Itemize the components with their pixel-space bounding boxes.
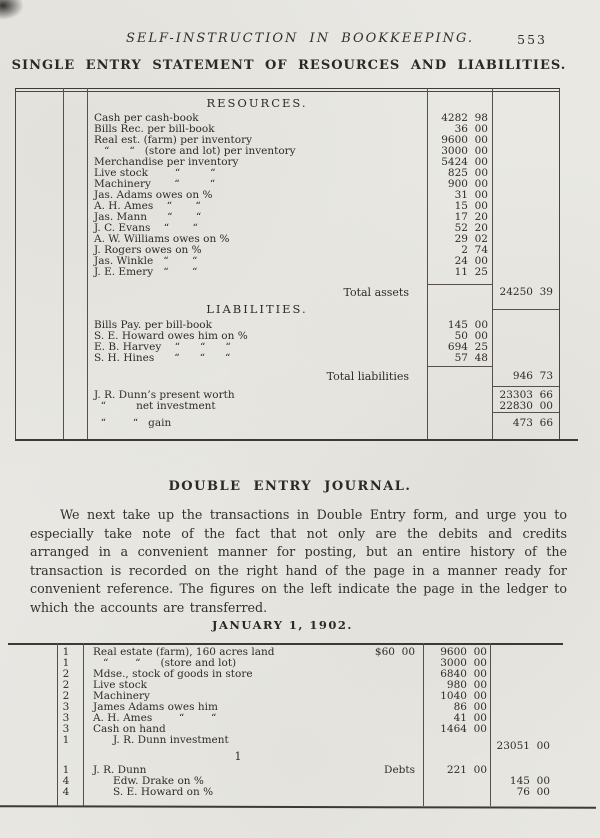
total-liabilities-amount: 946 73	[512, 370, 553, 382]
worth-row	[16, 401, 559, 412]
ledger-page-cell: 1	[62, 646, 70, 658]
row-amount: 15 00	[454, 200, 488, 212]
row-label: Jas. Winkle “ “	[94, 255, 198, 267]
row-label: Mdse., stock of goods in store	[93, 668, 253, 680]
scan-smudge	[0, 0, 24, 20]
row-label: Machinery	[93, 690, 150, 702]
row-amount: 980 00	[446, 679, 487, 691]
worth-row	[16, 418, 559, 429]
row-label: J. E. Emery “ “	[94, 266, 198, 278]
row-total: 23051 00	[496, 740, 550, 752]
row-amount: 694 25	[447, 341, 488, 353]
row-total: 22830 00	[499, 400, 553, 412]
row-label: J. R. Dunn investment	[93, 734, 229, 746]
row-label: S. H. Hines “ “ “	[94, 352, 231, 364]
ledger-page-cell: 1	[62, 734, 70, 746]
ledger-page-cell: 1	[62, 764, 70, 776]
amount-column-rule	[427, 284, 492, 285]
row-amount: 31 00	[454, 189, 488, 201]
row-note: Debts	[384, 764, 415, 776]
row-amount: 9600 00	[441, 134, 488, 146]
row-label: Edw. Drake on %	[93, 775, 204, 787]
row-total: 76 00	[516, 786, 550, 798]
journal-top-rule	[8, 643, 563, 645]
liabilities-heading: LIABILITIES.	[206, 302, 308, 316]
row-label: Cash per cash-book	[94, 112, 199, 124]
row-label: Live stock	[93, 679, 147, 691]
row-label: J. R. Dunn’s present worth	[94, 389, 235, 401]
row-label: Cash on hand	[93, 723, 166, 735]
statement-row	[16, 267, 559, 278]
total-liabilities-row	[16, 371, 559, 382]
row-amount: 50 00	[454, 330, 488, 342]
row-amount: 9600 00	[440, 646, 487, 658]
running-header: SELF-INSTRUCTION IN BOOKKEEPING.	[125, 31, 475, 46]
statement-title: SINGLE ENTRY STATEMENT OF RESOURCES AND LIABILITIES.	[11, 58, 567, 73]
row-amount: 900 00	[447, 178, 488, 190]
total-column-rule	[492, 412, 559, 413]
ledger-page-cell: 3	[62, 701, 70, 713]
row-amount: 29 02	[454, 233, 488, 245]
row-amount: 17 20	[454, 211, 488, 223]
row-label: Live stock “ “	[94, 167, 216, 179]
row-amount: 1040 00	[440, 690, 487, 702]
ledger-page-cell: 3	[62, 723, 70, 735]
row-amount: 24 00	[454, 255, 488, 267]
row-amount: 11 25	[454, 266, 488, 278]
row-label: S. E. Howard on %	[93, 786, 214, 798]
total-column-rule	[492, 309, 559, 310]
journal-row	[8, 724, 557, 735]
row-label: Machinery “ “	[94, 178, 216, 190]
row-label: “ “ (store and lot)	[93, 657, 237, 669]
row-label: J. R. Dunn	[93, 764, 147, 776]
row-label: J. Rogers owes on %	[94, 244, 202, 256]
resources-heading: RESOURCES.	[206, 96, 308, 110]
total-assets-row	[16, 287, 559, 298]
row-total: 23303 66	[499, 389, 553, 401]
row-label: Bills Pay. per bill-book	[94, 319, 212, 331]
journal-intro: We next take up the transactions in Double Entry form, and urge you to especially take note of the fact that not only are the debits and credits arranged in a convenient manner for posting, but an entire history of the transaction is recorded on the right hand of the page in a manner ready for convenient reference. The figures on the left indicate the page in the ledger to which the accounts are transferred.	[30, 507, 567, 615]
ledger-page-cell: 4	[62, 786, 70, 798]
amount-column-rule	[427, 366, 492, 367]
row-amount: 3000 00	[440, 657, 487, 669]
row-amount: 4282 98	[441, 112, 488, 124]
page-number: 553	[517, 32, 547, 47]
table-bottom-rule	[15, 439, 578, 441]
row-label: Jas. Mann “ “	[94, 211, 202, 223]
row-amount: 86 00	[453, 701, 487, 713]
row-label: Real estate (farm), 160 acres land	[93, 646, 275, 658]
row-amount: 2 74	[461, 244, 488, 256]
table-top-double-rule	[15, 88, 560, 92]
total-column-rule	[492, 386, 559, 387]
row-label: J. C. Evans “ “	[94, 222, 198, 234]
row-label: Real est. (farm) per inventory	[94, 134, 253, 146]
row-amount: 825 00	[447, 167, 488, 179]
total-assets-label: Total assets	[343, 286, 409, 299]
ledger-page-cell: 2	[62, 679, 70, 691]
journal-page-marker: 1	[234, 750, 242, 763]
journal-row	[8, 787, 557, 798]
row-label: E. B. Harvey “ “ “	[94, 341, 231, 353]
row-label: “ net investment	[94, 400, 216, 412]
journal-row	[8, 765, 557, 776]
journal-row	[8, 776, 557, 787]
row-note: $60 00	[374, 646, 415, 658]
journal-date-heading: JANUARY 1, 1902.	[212, 618, 353, 632]
journal-table	[8, 643, 557, 806]
row-total: 145 00	[509, 775, 550, 787]
row-label: “ “ gain	[94, 417, 172, 429]
row-label: A. H. Ames “ “	[94, 200, 201, 212]
statement-table	[15, 88, 560, 440]
row-amount: 221 00	[446, 764, 487, 776]
ledger-page-cell: 1	[62, 657, 70, 669]
row-label: A. H. Ames “ “	[93, 712, 217, 724]
row-label: Merchandise per inventory	[94, 156, 239, 168]
ledger-page-cell: 4	[62, 775, 70, 787]
ledger-page-cell: 2	[62, 690, 70, 702]
row-label: S. E. Howard owes him on %	[94, 330, 248, 342]
row-total: 473 66	[512, 417, 553, 429]
ledger-page-cell: 2	[62, 668, 70, 680]
row-amount: 145 00	[447, 319, 488, 331]
ledger-page-cell: 3	[62, 712, 70, 724]
total-liabilities-label: Total liabilities	[326, 370, 409, 383]
row-amount: 52 20	[454, 222, 488, 234]
journal-row	[8, 734, 557, 752]
row-amount: 1464 00	[440, 723, 487, 735]
row-label: Jas. Adams owes on %	[94, 189, 213, 201]
row-amount: 6840 00	[440, 668, 487, 680]
row-label: A. W. Williams owes on %	[94, 233, 230, 245]
row-amount: 3000 00	[441, 145, 488, 157]
row-amount: 57 48	[454, 352, 488, 364]
journal-heading: DOUBLE ENTRY JOURNAL.	[168, 479, 412, 494]
row-label: Bills Rec. per bill-book	[94, 123, 215, 135]
row-label: James Adams owes him	[93, 701, 218, 713]
statement-row	[16, 353, 559, 364]
journal-bottom-rule	[0, 805, 596, 808]
total-assets-amount: 24250 39	[499, 286, 553, 298]
row-label: “ “ (store and lot) per inventory	[94, 145, 296, 157]
row-amount: 5424 00	[441, 156, 488, 168]
row-amount: 36 00	[454, 123, 488, 135]
row-amount: 41 00	[453, 712, 487, 724]
